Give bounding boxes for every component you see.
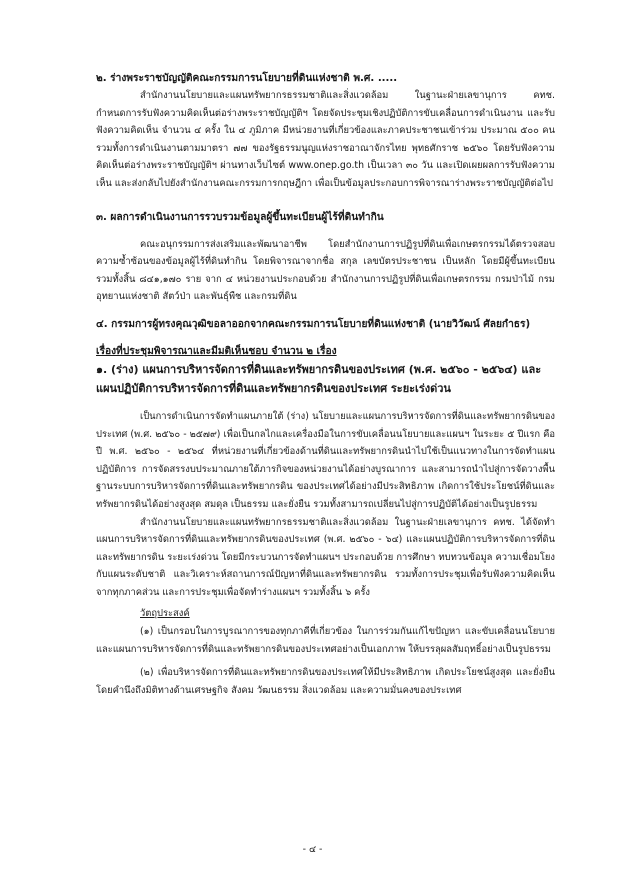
agenda-item-1-body-2: สำนักงานนโยบายและแผนทรัพยากรธรรมชาติและสิ่งแวดล้อม ในฐานะฝ่ายเลขานุการ คทช. ได้จัดทำแผนการบริหารจัดการที่ดินและทรัพยากรดินของประเทศ (พ.ศ. ๒๕๖๐ - ๖๔) และแผนปฏิบัติการบริหารจัดการที่ดินและทรัพยากรดิน ระยะเร่งด่วน โดยมีกระบวนการจัดทำแผนฯ ประกอบด้วย การศึกษา ทบทวนข้อมูล ความเชื่อมโยงกับแผนระดับชาติ และวิเคราะห์สถานการณ์ปัญหาที่ดินและทรัพยากรดิน รวมทั้งการประชุมเพื่อรับฟังความคิดเห็นจากทุกภาคส่วน และการประชุมเพื่อจัดทำร่างแผนฯ รวมทั้งสิ้น ๖ ครั้ง: [96, 516, 555, 598]
section-3-body: คณะอนุกรรมการส่งเสริมและพัฒนาอาชีพ โดยสำนักงานการปฏิรูปที่ดินเพื่อเกษตรกรรมได้ตรวจสอบความซ้ำซ้อนของข้อมูลผู้ไร้ที่ดินทำกิน โดยพิจารณาจากชื่อ สกุล เลขบัตรประชาชน เป็นหลัก โดยมีผู้ขึ้นทะเบียนรวมทั้งสิ้น ๘๔๑,๑๗๐ ราย จาก ๔ หน่วยงานประกอบด้วย สำนักงานการปฏิรูปที่ดินเพื่อเกษตรกรรม กรมป่าไม้ กรมอุทยานแห่งชาติ สัตว์ป่า และพันธุ์พืช และกรมที่ดิน: [96, 238, 555, 303]
agenda-item-1-body-1: เป็นการดำเนินการจัดทำแผนภายใต้ (ร่าง) นโยบายและแผนการบริหารจัดการที่ดินและทรัพยากรดินของประเทศ (พ.ศ. ๒๕๖๐ - ๒๕๗๙) เพื่อเป็นกลไกและเครื่องมือในการขับเคลื่อนนโยบายและแผนฯ ในระยะ ๕ ปีแรก คือ ปี พ.ศ. ๒๕๖๐ - ๒๕๖๔ ที่หน่วยงานที่เกี่ยวข้องด้านที่ดินและทรัพยากรดินนำไปใช้เป็นแนวทางในการจัดทำแผนปฏิบัติการ การจัดสรรงบประมาณภายใต้ภารกิจของหน่วยงานได้อย่างบูรณาการ และสามารถนำไปสู่การจัดวางพื้นฐานระบบการบริหารจัดการที่ดินและทรัพยากรดิน ของประเทศได้อย่างมีประสิทธิภาพ เกิดการใช้ประโยชน์ที่ดินและทรัพยากรดินได้อย่างสูงสุด สมดุล เป็นธรรม และยั่งยืน รวมทั้งสามารถเปลี่ยนไปสู่การปฏิบัติได้อย่างเป็นรูปธรรม: [96, 410, 555, 510]
section-2-title: ๒. ร่างพระราชบัญญัติคณะกรรมการนโยบายที่ดินแห่งชาติ พ.ศ. .....: [96, 73, 398, 84]
page-number: - ๔ -: [302, 844, 323, 855]
section-2-body: สำนักงานนโยบายและแผนทรัพยากรธรรมชาติและสิ่งแวดล้อม ในฐานะฝ่ายเลขานุการ คทช. กำหนดการรับฟังความคิดเห็นต่อร่างพระราชบัญญัติฯ โดยจัดประชุมเชิงปฏิบัติการขับเคลื่อนการดำเนินงาน และรับฟังความคิดเห็น จำนวน ๔ ครั้ง ใน ๔ ภูมิภาค มีหน่วยงานที่เกี่ยวข้องและภาคประชาชนเข้าร่วม ประมาณ ๕๐๐ คน รวมทั้งการดำเนินงานตามมาตรา ๗๗ ของรัฐธรรมนูญแห่งราชอาณาจักรไทย พุทธศักราช ๒๕๖๐ โดยรับฟังความคิดเห็นต่อร่างพระราชบัญญัติฯ ผ่านทางเว็บไซต์ www.onep.go.th เป็นเวลา ๓๐ วัน และเปิดเผยผลการรับฟังความเห็น และส่งกลับไปยังสำนักงานคณะกรรมการกฤษฎีกา เพื่อเป็นข้อมูลประกอบการพิจารณาร่างพระราชบัญญัติต่อไป: [96, 90, 555, 189]
objectives-label: วัตถุประสงค์: [140, 608, 190, 620]
section-3-title: ๓. ผลการดำเนินงานการรวบรวมข้อมูลผู้ขึ้นทะเบียนผู้ไร้ที่ดินทำกิน: [96, 211, 384, 223]
objective-2: (๒) เพื่อบริหารจัดการที่ดินและทรัพยากรดินของประเทศให้มีประสิทธิภาพ เกิดประโยชน์สูงสุด และยั่งยืน โดยคำนึงถึงมิติทางด้านเศรษฐกิจ สังคม วัฒนธรรม สิ่งแวดล้อม และความมั่นคงของประเทศ: [96, 667, 555, 696]
objective-1: (๑) เป็นกรอบในการบูรณาการของทุกภาคีที่เกี่ยวข้อง ในการร่วมกันแก้ไขปัญหา และขับเคลื่อนนโยบาย และแผนการบริหารจัดการที่ดินและทรัพยากรดินของประเทศอย่างเป็นเอกภาพ ให้บรรลุผลสัมฤทธิ์อย่างเป็นรูปธรรม: [96, 626, 555, 655]
agenda-item-1-title: ๑. (ร่าง) แผนการบริหารจัดการที่ดินและทรัพยากรดินของประเทศ (พ.ศ. ๒๕๖๐ - ๒๕๖๔) และแผนปฏิบัติการบริหารจัดการที่ดินและทรัพยากรดินของประเทศ ระยะเร่งด่วน: [96, 362, 542, 395]
agenda-title: เรื่องที่ประชุมพิจารณาและมีมติเห็นชอบ จำนวน ๒ เรื่อง: [96, 345, 337, 357]
section-4-title: ๔. กรรมการผู้ทรงคุณวุฒิขอลาออกจากคณะกรรมการนโยบายที่ดินแห่งชาติ (นายวิวัฒน์ ศัลยกำธร): [96, 318, 531, 330]
